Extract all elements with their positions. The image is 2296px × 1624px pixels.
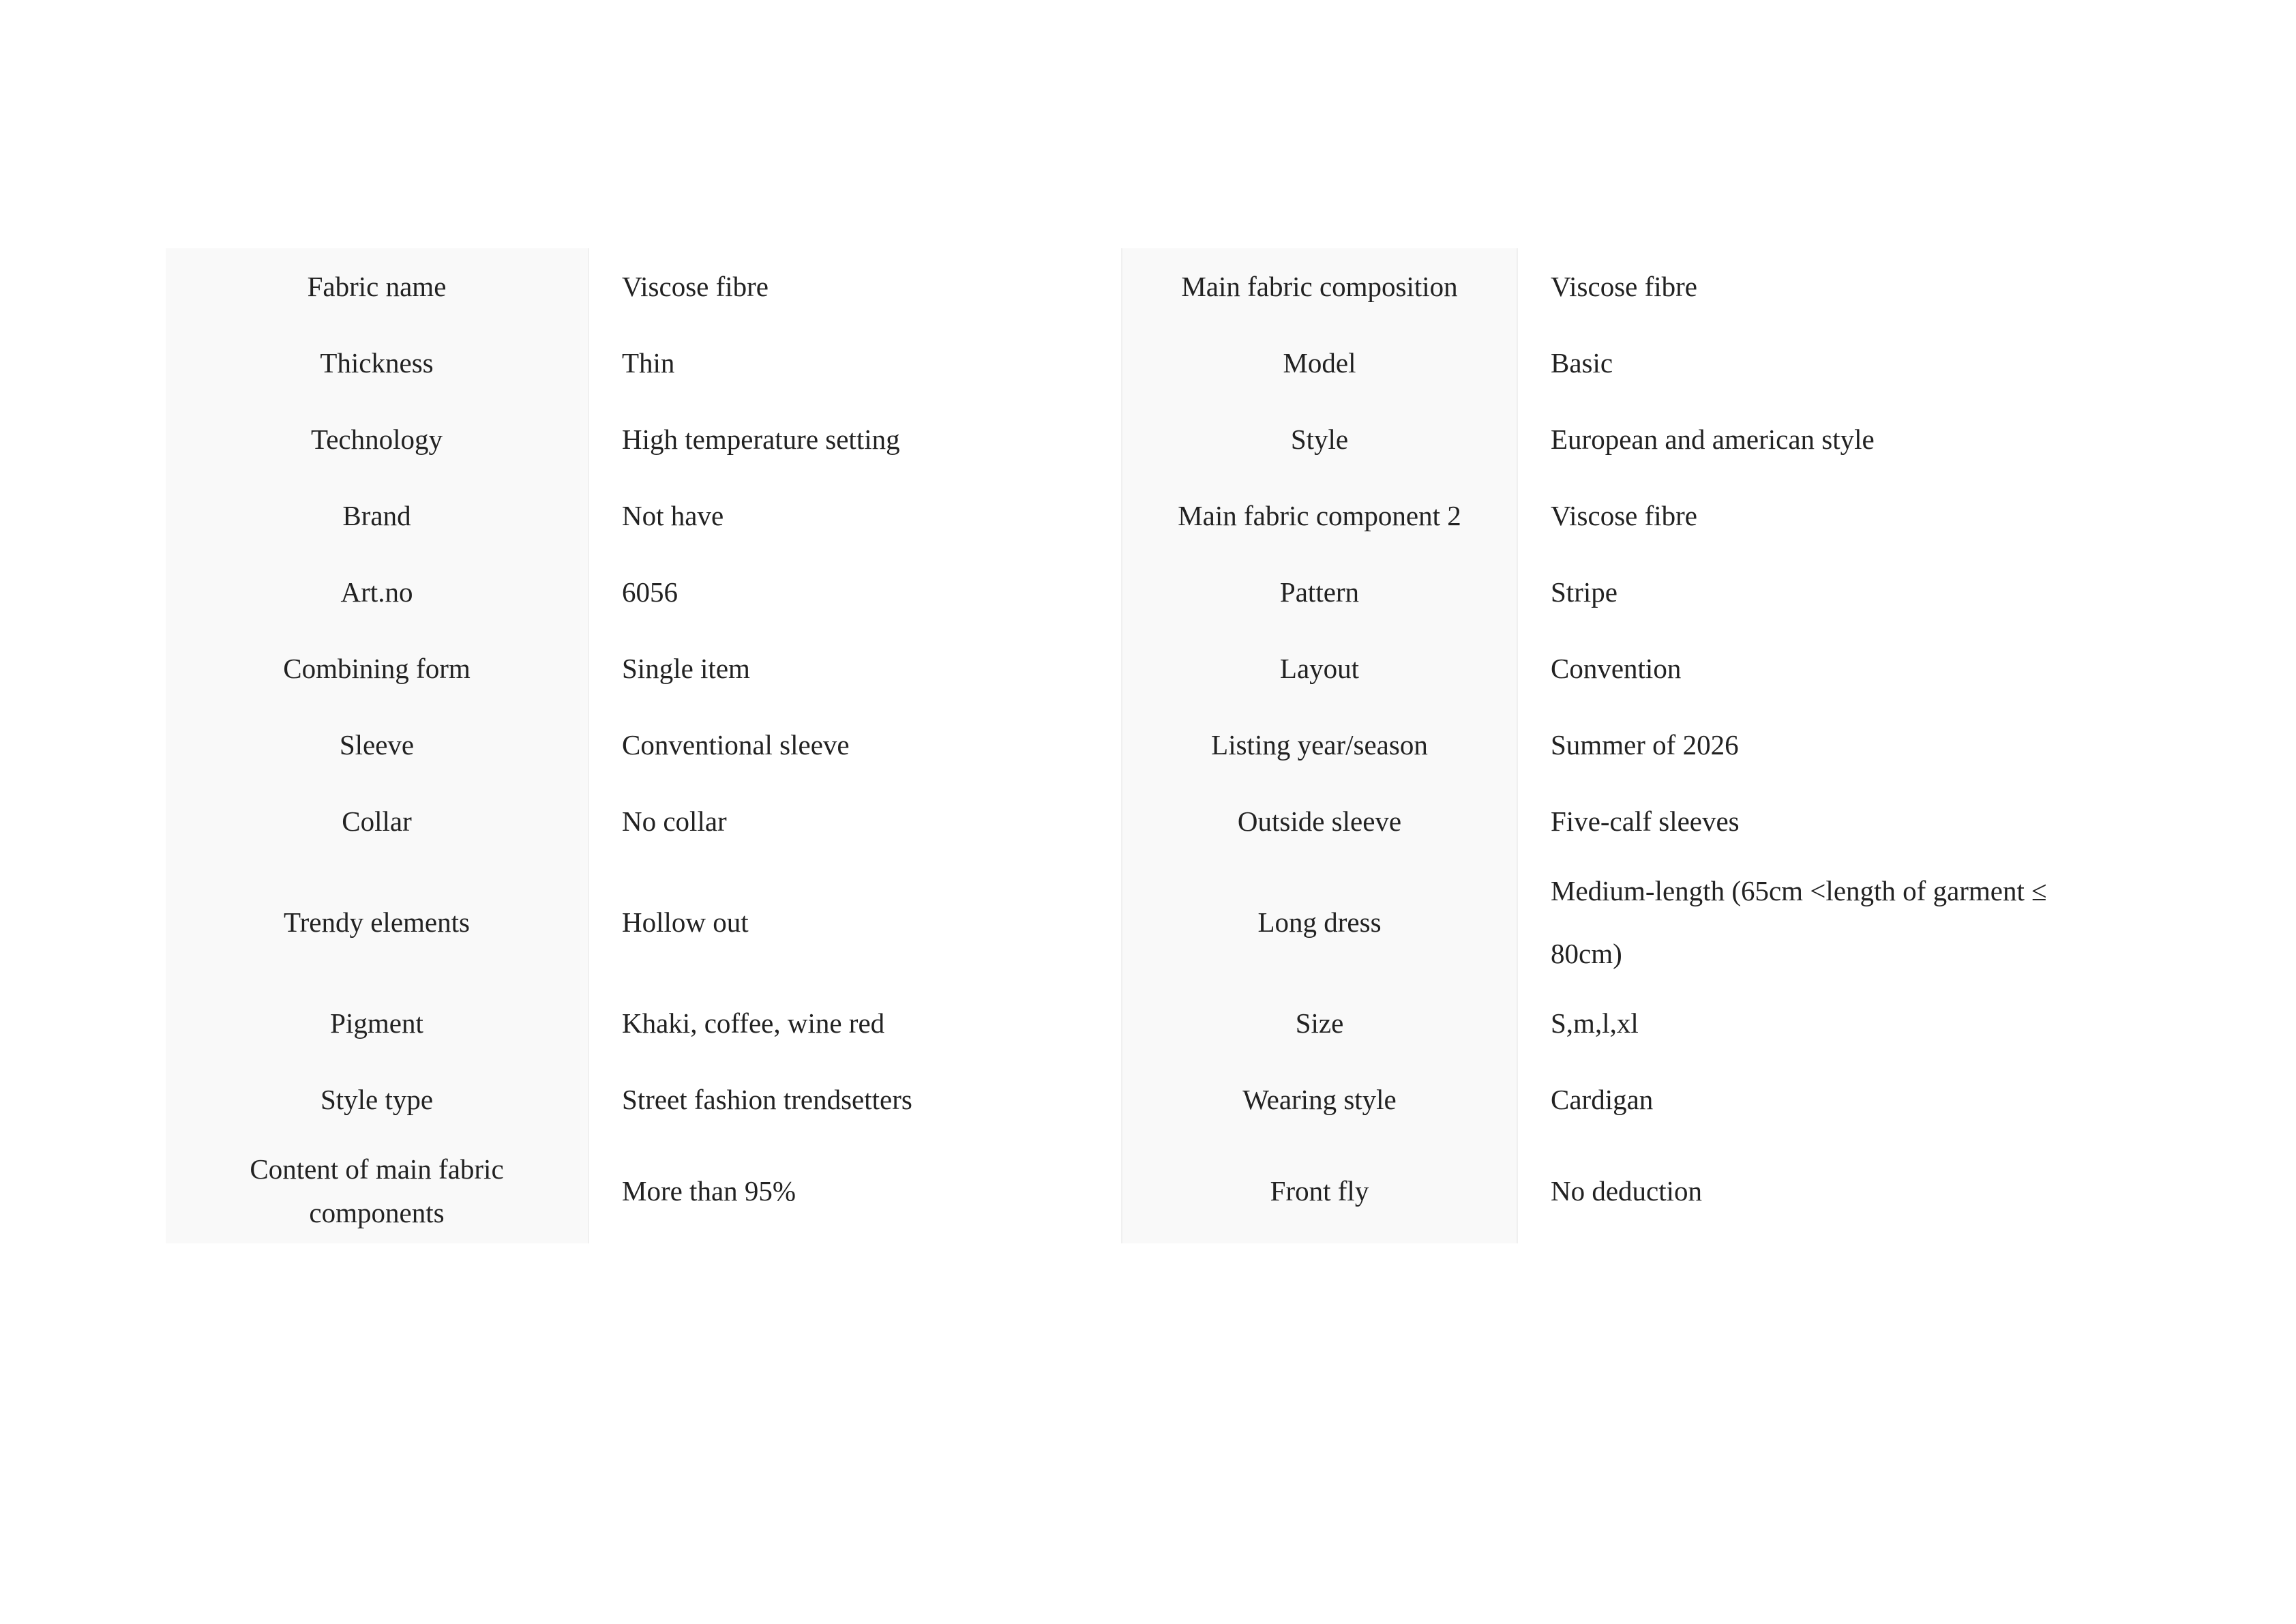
- spec-label: Layout: [1122, 630, 1517, 707]
- table-row: [166, 477, 2109, 554]
- spec-value: Basic: [1551, 347, 1613, 379]
- spec-value: Medium-length (65cm <length of garment ≤ 80cm): [1551, 875, 2047, 969]
- spec-label: Main fabric composition: [1122, 248, 1517, 325]
- table-row: [166, 707, 2109, 783]
- spec-label: Sleeve: [166, 707, 588, 783]
- spec-label: Listing year/season: [1122, 707, 1517, 783]
- spec-label: Collar: [166, 783, 588, 859]
- spec-value: Thin: [622, 347, 675, 379]
- spec-value: No deduction: [1551, 1175, 1703, 1207]
- product-spec-table: [166, 248, 2109, 1243]
- spec-label: Wearing style: [1122, 1061, 1517, 1138]
- spec-value: 6056: [622, 576, 678, 608]
- spec-value: Cardigan: [1551, 1084, 1654, 1115]
- table-row: [166, 554, 2109, 630]
- spec-value: Summer of 2026: [1551, 729, 1739, 761]
- table-row: [166, 1061, 2109, 1138]
- spec-value: More than 95%: [622, 1175, 796, 1207]
- spec-label: Main fabric component 2: [1122, 477, 1517, 554]
- spec-value: Hollow out: [622, 906, 749, 938]
- spec-value: High temperature setting: [622, 424, 900, 455]
- spec-label: Art.no: [166, 554, 588, 630]
- table-row: [166, 401, 2109, 477]
- spec-label: Content of main fabric components: [166, 1138, 588, 1243]
- spec-value: No collar: [622, 806, 727, 837]
- spec-label: Size: [1122, 985, 1517, 1061]
- spec-value: European and american style: [1551, 424, 1875, 455]
- spec-label: Pigment: [166, 985, 588, 1061]
- spec-label: Thickness: [166, 325, 588, 401]
- table-row: [166, 859, 2109, 985]
- spec-label: Technology: [166, 401, 588, 477]
- spec-value: Khaki, coffee, wine red: [622, 1007, 885, 1039]
- table-row: [166, 1138, 2109, 1243]
- spec-value: Stripe: [1551, 576, 1617, 608]
- spec-label: Combining form: [166, 630, 588, 707]
- spec-value: Not have: [622, 500, 724, 531]
- spec-label: Fabric name: [166, 248, 588, 325]
- spec-value: Street fashion trendsetters: [622, 1084, 912, 1115]
- spec-label: Trendy elements: [166, 859, 588, 985]
- table-row: [166, 783, 2109, 859]
- spec-label: Front fly: [1122, 1138, 1517, 1243]
- table-row: [166, 325, 2109, 401]
- spec-value: Viscose fibre: [622, 271, 769, 302]
- spec-value: S,m,l,xl: [1551, 1007, 1639, 1039]
- spec-value: Viscose fibre: [1551, 271, 1697, 302]
- spec-label: Outside sleeve: [1122, 783, 1517, 859]
- table-row: [166, 985, 2109, 1061]
- spec-label: Brand: [166, 477, 588, 554]
- spec-value: Convention: [1551, 653, 1682, 684]
- spec-label: Long dress: [1122, 859, 1517, 985]
- spec-label: Style: [1122, 401, 1517, 477]
- spec-label: Style type: [166, 1061, 588, 1138]
- spec-value: Five-calf sleeves: [1551, 806, 1740, 837]
- spec-label: Pattern: [1122, 554, 1517, 630]
- spec-value: Viscose fibre: [1551, 500, 1697, 531]
- spec-value: Single item: [622, 653, 750, 684]
- table-row: [166, 248, 2109, 325]
- table-row: [166, 630, 2109, 707]
- spec-label: Model: [1122, 325, 1517, 401]
- spec-value: Conventional sleeve: [622, 729, 850, 761]
